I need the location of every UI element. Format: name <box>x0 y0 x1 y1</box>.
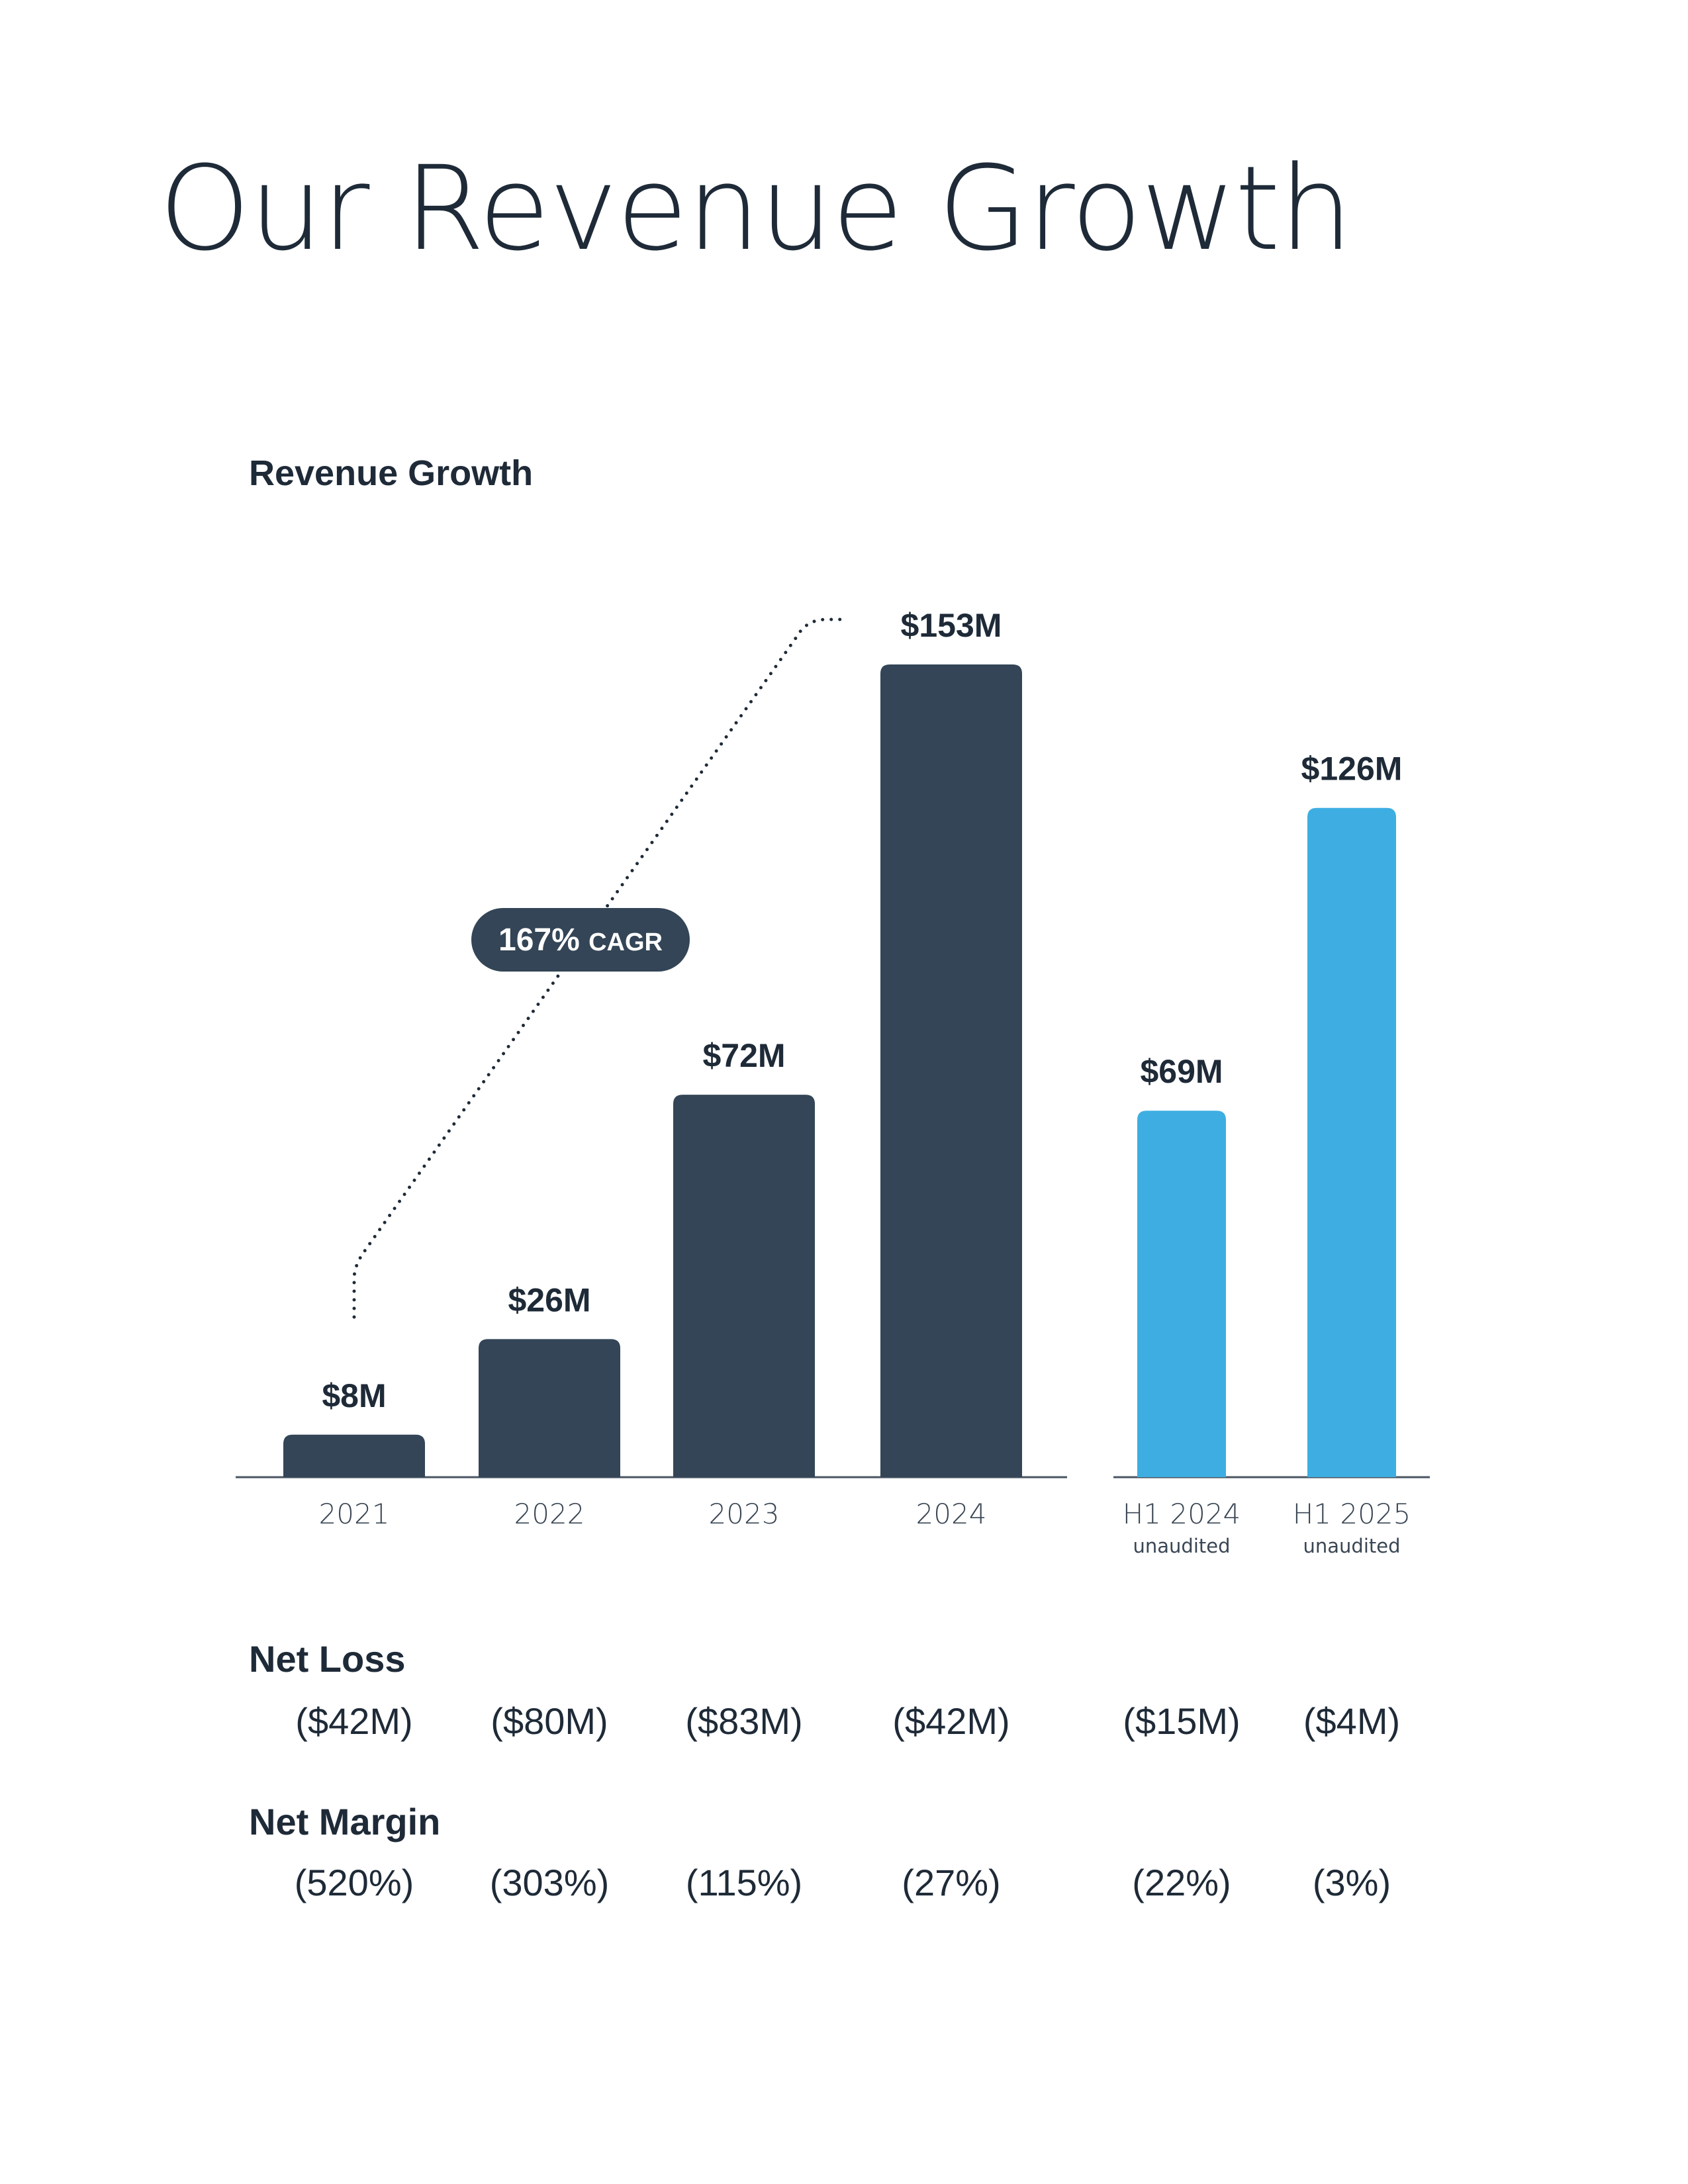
net-loss-value: ($4M) <box>1303 1700 1401 1742</box>
x-tick-label: H1 2024 <box>1122 1498 1241 1530</box>
net-loss-row <box>0 1700 1688 1752</box>
section-title: Revenue Growth <box>249 453 534 493</box>
net-margin-value: (303%) <box>489 1862 610 1903</box>
bar-2023 <box>673 1095 815 1477</box>
bar-2022 <box>479 1339 620 1477</box>
net-loss-value: ($42M) <box>295 1700 413 1742</box>
x-tick-label: 2023 <box>708 1498 780 1530</box>
bar-value-label: $126M <box>1301 750 1403 788</box>
bar-value-label: $69M <box>1140 1053 1223 1091</box>
bar-value-label: $8M <box>322 1377 387 1414</box>
cagr-label: CAGR <box>588 929 663 956</box>
bar-2024 <box>880 664 1022 1477</box>
net-margin-value: (22%) <box>1132 1862 1231 1903</box>
bar-h1-2025 <box>1307 808 1396 1477</box>
bar-2021 <box>283 1435 425 1477</box>
net-margin-label: Net Margin <box>249 1801 441 1843</box>
bar-value-label: $72M <box>702 1037 786 1075</box>
net-margin-value: (520%) <box>294 1862 414 1903</box>
net-loss-label: Net Loss <box>249 1638 406 1680</box>
x-tick-label: 2022 <box>514 1498 585 1530</box>
x-tick-label: 2021 <box>318 1498 390 1530</box>
net-loss-value: ($42M) <box>892 1700 1010 1742</box>
net-loss-value: ($80M) <box>491 1700 608 1742</box>
net-margin-value: (115%) <box>685 1862 803 1903</box>
x-tick-sublabel: unaudited <box>1303 1535 1401 1557</box>
x-tick-sublabel: unaudited <box>1133 1535 1231 1557</box>
net-margin-value: (27%) <box>902 1862 1001 1903</box>
net-loss-value: ($15M) <box>1123 1700 1241 1742</box>
bar-h1-2024 <box>1137 1111 1226 1477</box>
net-margin-value: (3%) <box>1312 1862 1391 1903</box>
bar-value-label: $26M <box>508 1281 591 1319</box>
bar-value-label: $153M <box>900 607 1002 644</box>
cagr-value: 167% <box>498 923 589 958</box>
page-title: Our Revenue Growth <box>159 141 1352 277</box>
x-tick-label: 2024 <box>915 1498 987 1530</box>
net-loss-value: ($83M) <box>685 1700 803 1742</box>
x-tick-label: H1 2025 <box>1292 1498 1411 1530</box>
net-margin-row <box>0 1861 1688 1914</box>
